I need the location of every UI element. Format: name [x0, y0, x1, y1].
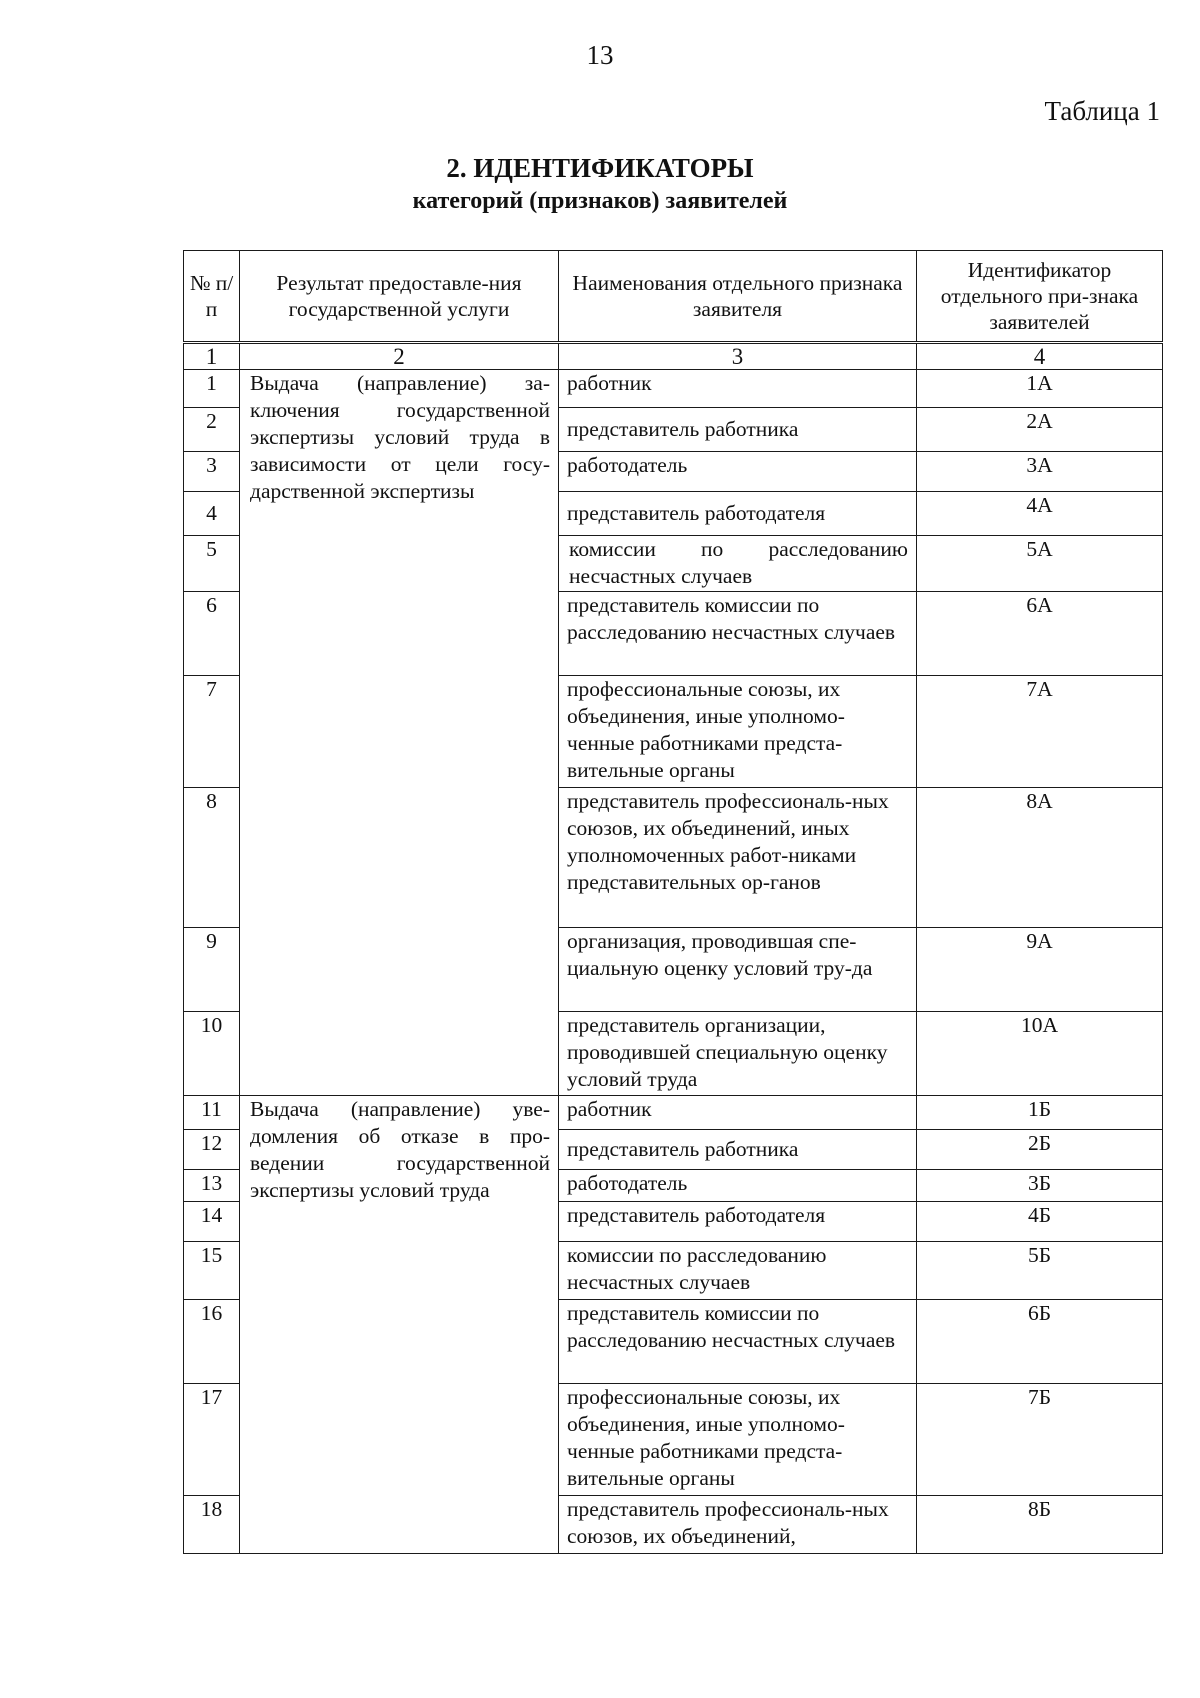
identifier: 2Б: [917, 1130, 1163, 1170]
table-row: [184, 1096, 1163, 1130]
identifier: 4А: [917, 492, 1163, 536]
attribute-name: представитель работника: [559, 1130, 917, 1170]
identifier: 7А: [917, 676, 1163, 788]
identifier: 2А: [917, 408, 1163, 452]
result-cell: Выдача (направление) за-ключения государственной экспертизы условий труда в зависимости от цели госу-дарственной экспертизы: [240, 370, 559, 1096]
column-number-1: 1: [184, 343, 240, 370]
identifier: 8А: [917, 788, 1163, 928]
header-number: № п/ п: [184, 251, 240, 343]
row-number: 4: [184, 492, 240, 536]
identifier: 5А: [917, 536, 1163, 592]
row-number: 9: [184, 928, 240, 1012]
attribute-name: организация, проводившая спе-циальную оценку условий тру-да: [559, 928, 917, 1012]
identifier: 3А: [917, 452, 1163, 492]
column-numbering-row: [184, 343, 1163, 370]
row-number: 6: [184, 592, 240, 676]
identifier: 1Б: [917, 1096, 1163, 1130]
row-number: 5: [184, 536, 240, 592]
document-title: [0, 152, 1200, 218]
identifier: 7Б: [917, 1384, 1163, 1496]
identifier: 5Б: [917, 1242, 1163, 1300]
row-number: 17: [184, 1384, 240, 1496]
identifier: 6А: [917, 592, 1163, 676]
row-number: 10: [184, 1012, 240, 1096]
attribute-name: представитель работника: [559, 408, 917, 452]
title-subtitle: категорий (признаков) заявителей: [412, 188, 788, 214]
attribute-name: профессиональные союзы, их объединения, иные уполномо-ченные работниками предста-вительные органы: [559, 676, 917, 788]
header-result: Результат предоставле-ния государственной услуги: [240, 251, 559, 343]
identifier: 4Б: [917, 1202, 1163, 1242]
attribute-name: представитель комиссии по расследованию несчастных случаев: [559, 592, 917, 676]
attribute-name: работник: [559, 1096, 917, 1130]
table-header-row: [184, 251, 1163, 343]
identifiers-table: [183, 250, 1163, 1554]
table-label: Таблица 1: [1044, 96, 1160, 126]
page-number: 13: [586, 40, 614, 70]
attribute-name: представитель работодателя: [559, 1202, 917, 1242]
row-number: 13: [184, 1170, 240, 1202]
attribute-name: работодатель: [559, 1170, 917, 1202]
row-number: 15: [184, 1242, 240, 1300]
column-number-3: 3: [559, 343, 917, 370]
table-row: [184, 370, 1163, 408]
row-number: 3: [184, 452, 240, 492]
attribute-name: работник: [559, 370, 917, 408]
row-number: 14: [184, 1202, 240, 1242]
row-number: 1: [184, 370, 240, 408]
row-number: 18: [184, 1496, 240, 1554]
attribute-name: комиссии по расследованию несчастных случаев: [559, 536, 917, 592]
column-number-4: 4: [917, 343, 1163, 370]
identifier: 10А: [917, 1012, 1163, 1096]
row-number: 11: [184, 1096, 240, 1130]
attribute-name: представитель работодателя: [559, 492, 917, 536]
row-number: 8: [184, 788, 240, 928]
header-identifier: Идентификатор отдельного при-знака заявителей: [917, 251, 1163, 343]
attribute-name: комиссии по расследованию несчастных случаев: [559, 1242, 917, 1300]
header-attribute-name: Наименования отдельного признака заявителя: [559, 251, 917, 343]
identifier: 1А: [917, 370, 1163, 408]
table-body: [184, 370, 1163, 1554]
identifier: 6Б: [917, 1300, 1163, 1384]
row-number: 12: [184, 1130, 240, 1170]
identifier: 3Б: [917, 1170, 1163, 1202]
attribute-name: представитель профессиональ-ных союзов, их объединений, иных уполномоченных работ-никами представительных ор-ганов: [559, 788, 917, 928]
row-number: 2: [184, 408, 240, 452]
identifier: 8Б: [917, 1496, 1163, 1554]
column-number-2: 2: [240, 343, 559, 370]
row-number: 16: [184, 1300, 240, 1384]
attribute-name: профессиональные союзы, их объединения, иные уполномо-ченные работниками предста-вительные органы: [559, 1384, 917, 1496]
row-number: 7: [184, 676, 240, 788]
title-main: 2. ИДЕНТИФИКАТОРЫ: [446, 153, 754, 183]
attribute-name: представитель организации, проводившей специальную оценку условий труда: [559, 1012, 917, 1096]
attribute-name: представитель профессиональ-ных союзов, их объединений,: [559, 1496, 917, 1554]
identifier: 9А: [917, 928, 1163, 1012]
result-cell: Выдача (направление) уве-домления об отказе в про-ведении государственной экспертизы условий труда: [240, 1096, 559, 1554]
attribute-name: представитель комиссии по расследованию несчастных случаев: [559, 1300, 917, 1384]
attribute-name: работодатель: [559, 452, 917, 492]
